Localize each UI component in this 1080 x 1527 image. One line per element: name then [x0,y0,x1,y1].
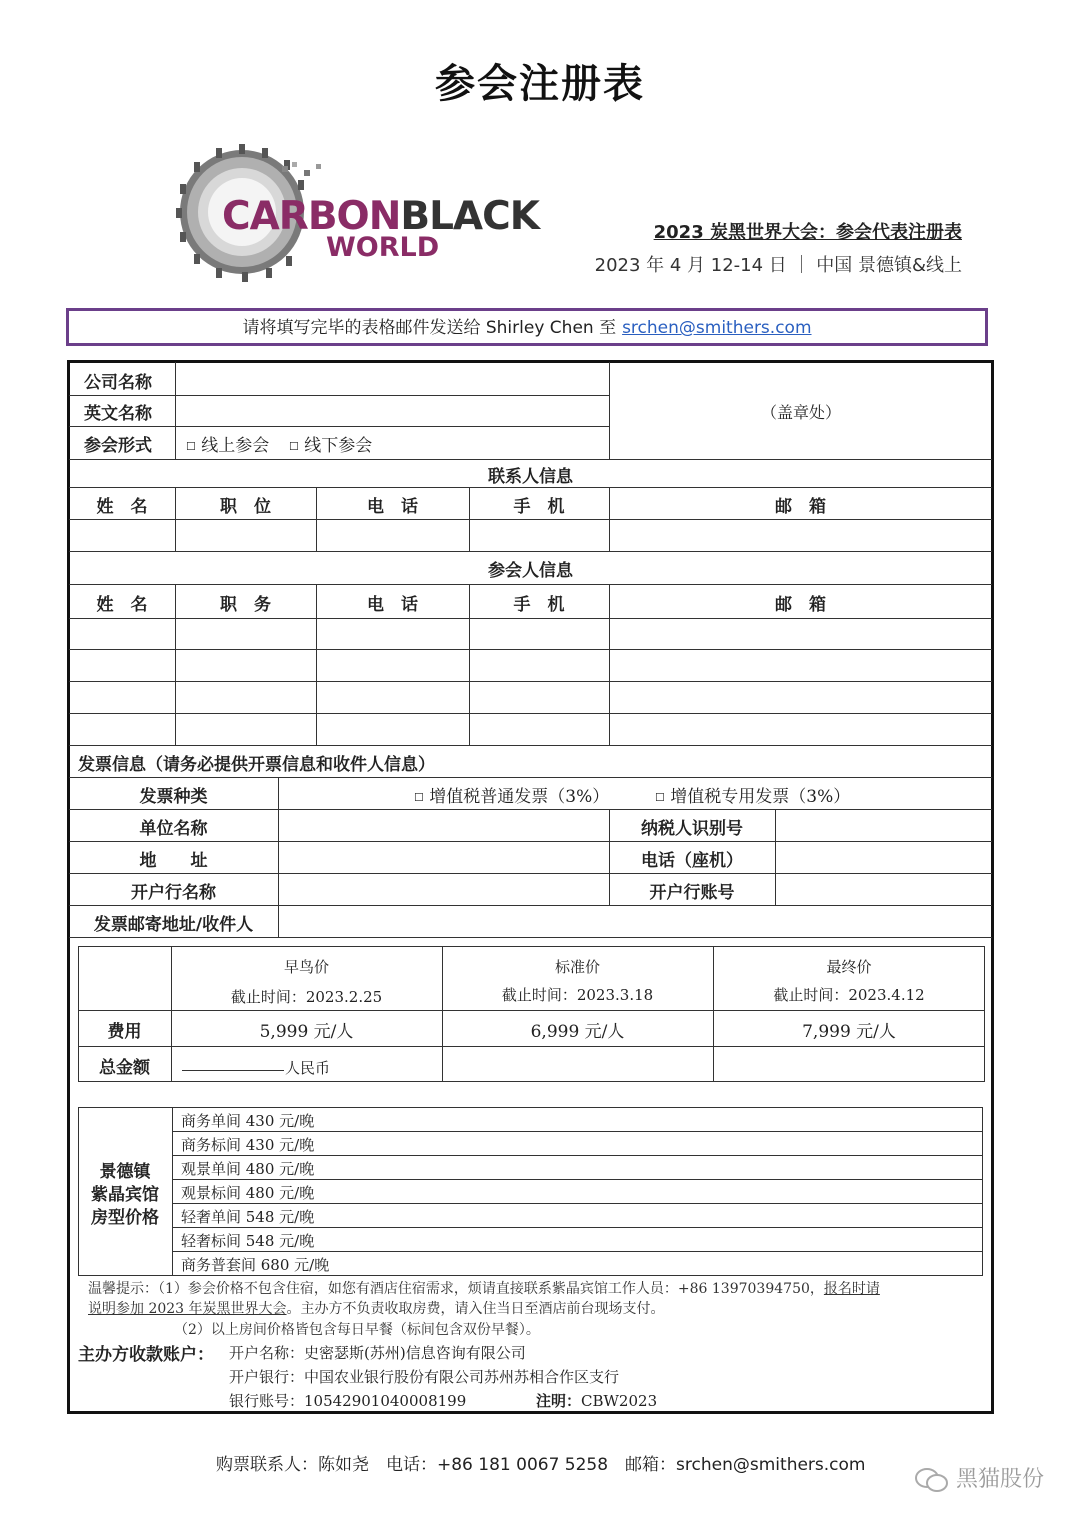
invoice-section-title: 发票信息（请务必提供开票信息和收件人信息） [78,755,435,775]
logo-word-carbon: CARBON [222,194,401,239]
watermark [915,1462,1044,1493]
logo-word-world: WORLD [326,232,440,263]
tier-standard-deadline: 截止时间：2023.3.18 [501,986,654,1004]
hotel-label-name: 紫晶宾馆 [91,1185,159,1205]
payee-memo [536,1390,657,1411]
event-title: 2023 炭黑世界大会：参会代表注册表 [653,222,962,243]
send-instruction-box [66,308,988,346]
company-name-field[interactable] [178,364,606,394]
fee-label: 费用 [107,1022,142,1042]
attendee-col-mobile: 手 机 [513,595,565,615]
english-name-label: 英文名称 [84,404,152,424]
page-title: 参会注册表 [435,61,645,107]
logo-word-black: BLACK [400,194,539,239]
hotel-label-price: 房型价格 [91,1208,159,1228]
checkbox-icon[interactable]: ☐ [655,791,665,804]
hotel-room: 商务普套间 680 元/晚 [181,1256,330,1274]
stamp-area: （盖章处） [760,403,841,422]
total-unit: 人民币 [285,1059,331,1077]
landline-label: 电话（座机） [641,851,743,871]
checkbox-icon[interactable]: ☐ [414,791,424,804]
unit-name-label: 单位名称 [139,819,208,839]
tier-final-deadline: 截止时间：2023.4.12 [773,986,925,1004]
contact-col-email: 邮 箱 [775,497,826,517]
tax-id-label: 纳税人识别号 [641,819,743,839]
invoice-type-normal[interactable] [414,782,609,807]
contact-col-name: 姓 名 [96,497,148,517]
attendance-mode-label: 参会形式 [84,436,152,456]
tier-final-name: 最终价 [826,958,872,976]
note-line-2-underlined: 说明参加 2023 年炭黑世界大会 [88,1301,287,1317]
watermark-text: 黑猫股份 [955,1467,1044,1492]
event-date-place: 2023 年 4 月 12-14 日 ｜ 中国 景德镇&线上 [594,255,962,276]
note-line-1-text: 温馨提示：（1）参会价格不包含住宿，如您有酒店住宿需求，烦请直接联系紫晶宾馆工作人员：+86 13970394750， [88,1281,824,1297]
invoice-type-special[interactable] [655,782,850,807]
ticket-contact-footer: 购票联系人：陈如尧 电话：+86 181 0067 5258 邮箱：srchen@smithers.com [216,1455,866,1475]
payee-memo-value: CBW2023 [581,1392,658,1410]
hotel-room: 观景单间 480 元/晚 [181,1160,315,1178]
attendee-col-phone: 电 话 [367,595,418,615]
offline-option-label: 线下参会 [304,436,373,456]
invoice-type-label: 发票种类 [139,787,208,807]
note-line-1-underlined: 报名时请 [823,1281,880,1297]
hotel-room: 观景标间 480 元/晚 [181,1184,315,1202]
payee-bank: 开户银行：中国农业银行股份有限公司苏州苏相合作区支行 [229,1368,620,1386]
address-label: 地 址 [139,851,208,871]
checkbox-icon[interactable]: ☐ [186,440,196,453]
attendee-col-duty: 职 务 [220,595,271,615]
note-line-2 [88,1298,665,1318]
payee-account: 银行账号：10542901040008199 [229,1392,467,1410]
mailing-address-label: 发票邮寄地址/收件人 [93,915,254,935]
email-link[interactable]: srchen@smithers.com [622,318,812,338]
attendee-section-title: 参会人信息 [488,561,573,581]
payee-label: 主办方收款账户： [78,1345,214,1365]
tier-standard-name: 标准价 [554,958,600,976]
total-label: 总金额 [99,1058,150,1078]
note-line-1 [88,1278,880,1298]
bank-name-label: 开户行名称 [131,883,216,903]
contact-col-phone: 电 话 [367,497,418,517]
contact-col-position: 职 位 [220,497,271,517]
note-line-2-text: 。主办方不负责收取房费，请入住当日至酒店前台现场支付。 [286,1301,665,1317]
offline-option[interactable] [289,431,372,456]
hotel-room: 商务标间 430 元/晚 [181,1136,315,1154]
note-line-3: （2）以上房间价格皆包含每日早餐（标间包含双份早餐）。 [174,1322,540,1338]
total-amount-field[interactable] [182,1070,284,1071]
company-name-label: 公司名称 [84,373,152,393]
english-name-field[interactable] [178,397,606,425]
hotel-room: 轻奢单间 548 元/晚 [181,1208,315,1226]
contact-col-mobile: 手 机 [513,497,565,517]
tier-early-name: 早鸟价 [283,958,329,976]
hotel-label-city: 景德镇 [99,1162,151,1182]
hotel-room: 商务单间 430 元/晚 [181,1112,315,1130]
online-option[interactable] [186,431,269,456]
wechat-icon [915,1467,949,1493]
send-instruction-text: 请将填写完毕的表格邮件发送给 Shirley Chen 至 [242,318,617,338]
attendee-col-name: 姓 名 [96,595,148,615]
payee-memo-label: 注明： [536,1392,582,1410]
attendee-col-email: 邮 箱 [775,595,826,615]
payee-name: 开户名称：史密瑟斯(苏州)信息咨询有限公司 [229,1344,526,1362]
bank-account-label: 开户行账号 [649,883,735,903]
hotel-room: 轻奢标间 548 元/晚 [181,1232,315,1250]
tier-early-deadline: 截止时间：2023.2.25 [230,988,383,1006]
checkbox-icon[interactable]: ☐ [289,440,299,453]
invoice-type-normal-label: 增值税普通发票（3%） [429,787,610,807]
contact-section-title: 联系人信息 [488,467,573,487]
tier-standard-fee: 6,999 元/人 [530,1022,625,1042]
tier-final-fee: 7,999 元/人 [802,1022,896,1042]
invoice-type-special-label: 增值税专用发票（3%） [670,787,851,807]
tier-early-fee: 5,999 元/人 [259,1022,354,1042]
online-option-label: 线上参会 [201,436,270,456]
